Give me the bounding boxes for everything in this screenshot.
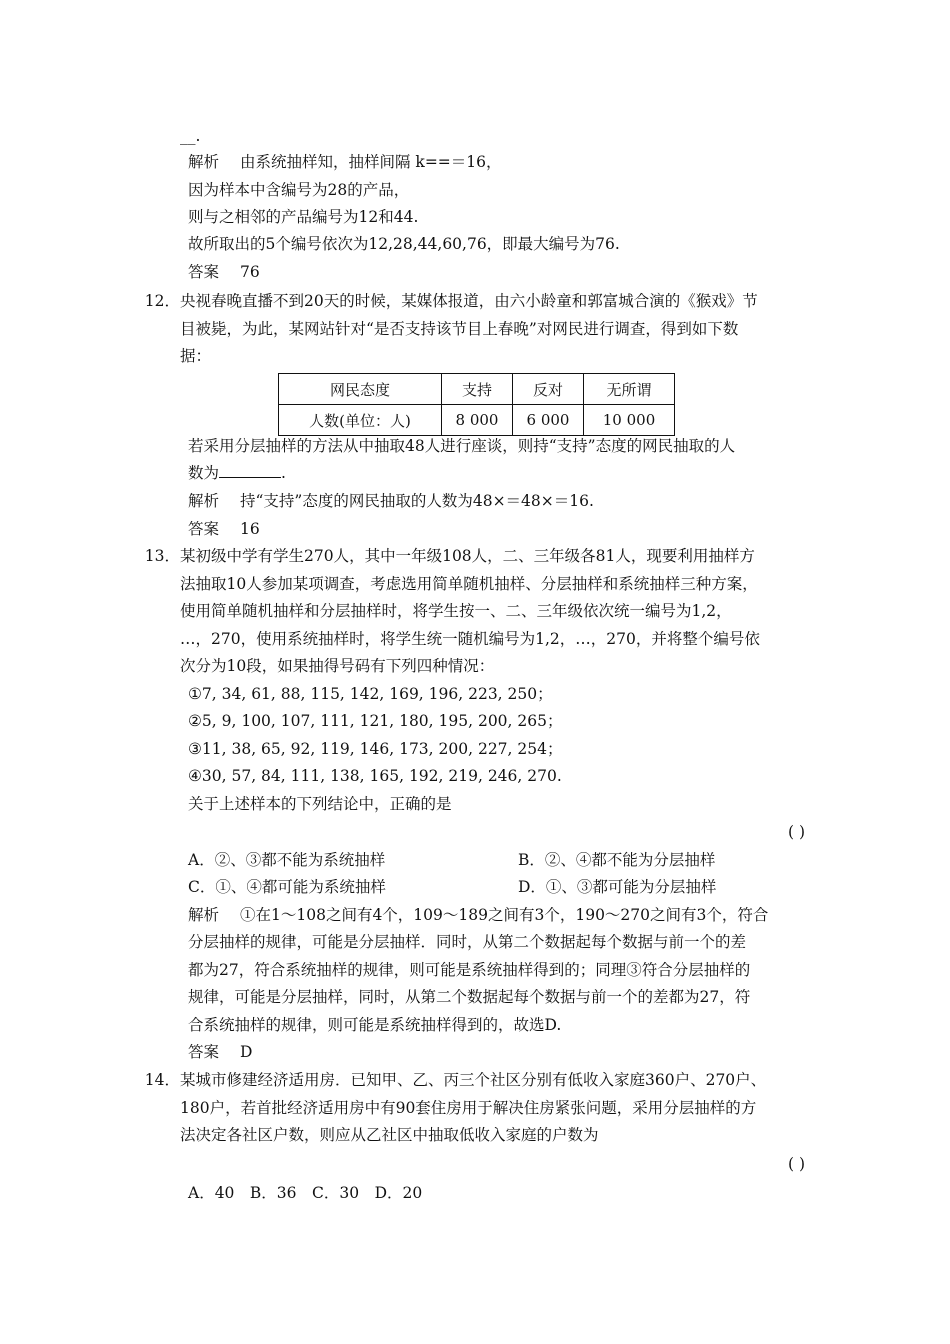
q13-case: ②5, 9, 100, 107, 111, 121, 180, 195, 200, 265； [188, 712, 563, 730]
answer-parentheses: ( ) [787, 1155, 805, 1173]
q13-question: 关于上述样本的下列结论中，正确的是 [188, 795, 452, 813]
q14-options: A．40 B．36 C．30 D．20 [188, 1184, 423, 1202]
analysis-label: 解析 [188, 153, 220, 171]
q13-case: ①7, 34, 61, 88, 115, 142, 169, 196, 223, 250； [188, 685, 553, 703]
q12-stem-line: 目被毙，为此，某网站针对“是否支持该节目上春晚”对网民进行调查，得到如下数 [180, 320, 739, 338]
table-header-row [279, 374, 675, 405]
q13-option-d: D．①、③都可能为分层抽样 [518, 878, 717, 896]
answer-label: 答案 [188, 263, 220, 281]
q13-answer: 答案 D [188, 1043, 253, 1061]
table-cell: 反对 [513, 374, 584, 405]
q13-analysis-line: 规律，可能是分层抽样，同时，从第二个数据起每个数据与前一个的差都为27，符 [188, 988, 751, 1006]
q13-stem-line: 次分为10段，如果抽得号码有下列四种情况： [180, 657, 495, 675]
q13-option-a: A．②、③都不能为系统抽样 [188, 851, 386, 869]
q13-case: ④30, 57, 84, 111, 138, 165, 192, 219, 246, 270. [188, 767, 562, 785]
q12-stem-line: 12．央视春晚直播不到20天的时候，某媒体报道，由六小龄童和郭富城合演的《猴戏》节 [142, 291, 758, 311]
table-cell: 网民态度 [279, 374, 442, 405]
prev-answer: 答案 76 [188, 263, 260, 281]
table-row [279, 405, 675, 436]
q13-analysis-line: 合系统抽样的规律，则可能是系统抽样得到的，故选D. [188, 1016, 562, 1034]
q13-analysis-line: 解析 ①在1～108之间有4个，109～189之间有3个，190～270之间有3个，符合 [188, 906, 769, 924]
q13-analysis-line: 都为27，符合系统抽样的规律，则可能是系统抽样得到的；同理③符合分层抽样的 [188, 961, 751, 979]
prev-analysis-line: 故所取出的5个编号依次为12,28,44,60,76，即最大编号为76. [188, 235, 620, 253]
answer-blank [219, 477, 281, 478]
table-cell: 人数(单位：人) [279, 405, 442, 436]
table-cell: 10 000 [584, 405, 675, 436]
analysis-label: 解析 [188, 492, 220, 510]
answer-label: 答案 [188, 520, 220, 538]
prev-tail: __. [180, 127, 201, 145]
question-number: 14． [144, 1071, 180, 1089]
q14-stem-line: 180户，若首批经济适用房中有90套住房用于解决住房紧张问题，采用分层抽样的方 [180, 1099, 757, 1117]
prev-analysis-line: 解析 由系统抽样知，抽样间隔 k==＝16， [188, 153, 502, 171]
table-cell: 6 000 [513, 405, 584, 436]
table-cell: 无所谓 [584, 374, 675, 405]
analysis-label: 解析 [188, 906, 220, 924]
q14-stem-line: 14．某城市修建经济适用房．已知甲、乙、丙三个社区分别有低收入家庭360户、270户、 [142, 1070, 766, 1090]
q14-stem-line: 法决定各社区户数，则应从乙社区中抽取低收入家庭的户数为 [180, 1126, 599, 1144]
q13-analysis-line: 分层抽样的规律，可能是分层抽样．同时，从第二个数据起每个数据与前一个的差 [188, 933, 747, 951]
q13-case: ③11, 38, 65, 92, 119, 146, 173, 200, 227, 254； [188, 740, 563, 758]
q13-option-c: C．①、④都可能为系统抽样 [188, 878, 386, 896]
table-cell: 8 000 [442, 405, 513, 436]
survey-table [278, 373, 675, 436]
prev-analysis-line: 因为样本中含编号为28的产品， [188, 181, 410, 199]
answer-label: 答案 [188, 1043, 220, 1061]
q13-stem-line: 法抽取10人参加某项调查，考虑选用简单随机抽样、分层抽样和系统抽样三种方案， [180, 575, 758, 593]
answer-parentheses: ( ) [787, 823, 805, 841]
question-number: 12． [144, 292, 180, 310]
q12-after-line: 若采用分层抽样的方法从中抽取48人进行座谈，则持“支持”态度的网民抽取的人 [188, 437, 736, 455]
question-number: 13． [144, 547, 180, 565]
prev-analysis-line: 则与之相邻的产品编号为12和44. [188, 208, 419, 226]
q12-analysis: 解析 持“支持”态度的网民抽取的人数为48×＝48×＝16. [188, 492, 594, 510]
q12-stem-line: 据： [180, 347, 212, 365]
q13-stem-line: …，270，使用系统抽样时，将学生统一随机编号为1,2，…，270，并将整个编号依 [180, 630, 760, 648]
q13-stem-line: 13．某初级中学有学生270人，其中一年级108人，二、三年级各81人，现要利用抽样方 [142, 546, 755, 566]
q13-stem-line: 使用简单随机抽样和分层抽样时，将学生按一、二、三年级依次统一编号为1,2， [180, 602, 732, 620]
q12-answer: 答案 16 [188, 520, 260, 538]
q12-after-line: 数为 . [188, 464, 286, 482]
q13-option-b: B．②、④都不能为分层抽样 [518, 851, 716, 869]
table-cell: 支持 [442, 374, 513, 405]
